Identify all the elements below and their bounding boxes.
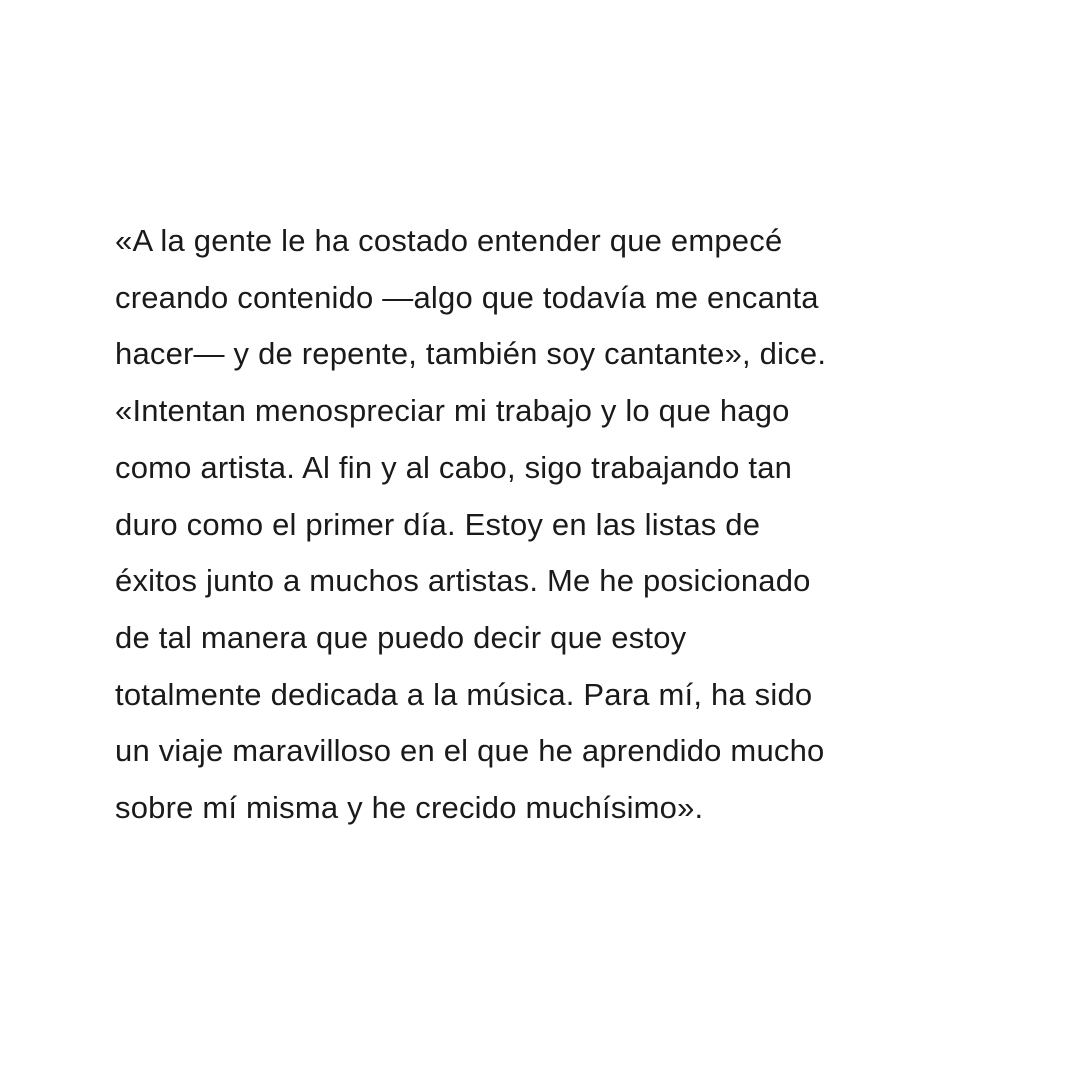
quote-line-8: de tal manera que puedo decir que estoy <box>115 619 687 655</box>
quote-line-2: creando contenido —algo que todavía me encanta <box>115 279 819 315</box>
quote-line-7: éxitos junto a muchos artistas. Me he posicionado <box>115 563 811 599</box>
quote-line-10: un viaje maravilloso en el que he aprendido mucho <box>115 733 825 769</box>
quote-line-6: duro como el primer día. Estoy en las listas de <box>115 506 761 542</box>
quote-line-5: como artista. Al fin y al cabo, sigo trabajando tan <box>115 449 793 485</box>
quote-line-11: sobre mí misma y he crecido muchísimo». <box>115 790 704 826</box>
quote-line-1: «A la gente le ha costado entender que empecé <box>115 223 783 258</box>
quote-line-4: «Intentan menospreciar mi trabajo y lo que hago <box>115 393 790 429</box>
quote-paragraph <box>115 213 1015 837</box>
quote-line-9: totalmente dedicada a la música. Para mí, ha sido <box>115 676 813 712</box>
quote-line-3: hacer— y de repente, también soy cantante», dice. <box>115 336 827 372</box>
